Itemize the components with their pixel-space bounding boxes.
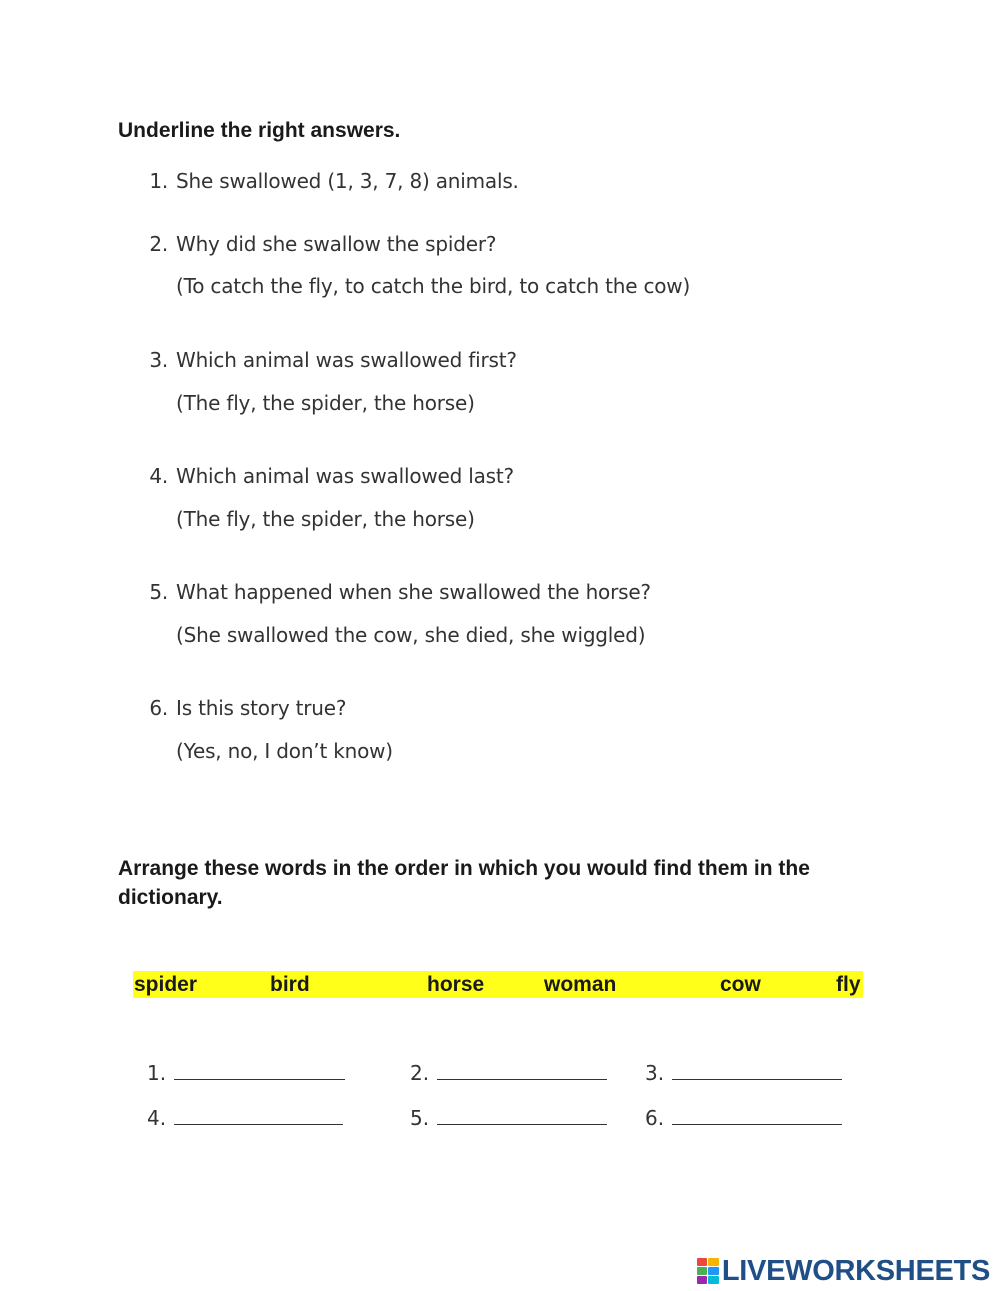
answer-blank-6 [645,1106,842,1130]
word-item: cow [720,973,761,996]
word-item: woman [544,973,617,996]
word-item: fly [836,973,861,996]
answer-line[interactable] [672,1061,842,1080]
answer-blank-5 [410,1106,607,1130]
answer-line[interactable] [437,1106,607,1125]
answer-blank-4 [147,1106,343,1130]
blank-number: 3. [645,1061,665,1085]
question-number: 2. [149,232,168,256]
answer-line[interactable] [672,1106,842,1125]
blank-number: 2. [410,1061,430,1085]
question-text: Which animal was swallowed last? [176,464,514,488]
answer-line[interactable] [174,1061,345,1080]
question-1 [142,169,519,193]
question-3 [142,348,517,372]
question-number: 4. [149,464,168,488]
question-text: She swallowed (1, 3, 7, 8) animals. [176,169,519,193]
word-item: horse [427,973,485,996]
question-text: What happened when she swallowed the horse? [176,580,651,604]
word-item: spider [134,973,198,996]
question-text: Is this story true? [176,696,347,720]
answer-blank-3 [645,1061,842,1085]
question-text: Why did she swallow the spider? [176,232,497,256]
word-bank [133,971,863,998]
question-5-options[interactable]: (She swallowed the cow, she died, she wiggled) [176,623,646,647]
question-number: 5. [149,580,168,604]
blank-number: 6. [645,1106,665,1130]
question-6-options[interactable]: (Yes, no, I don’t know) [176,739,393,763]
question-number: 6. [149,696,168,720]
answer-line[interactable] [437,1061,607,1080]
question-2-options[interactable]: (To catch the fly, to catch the bird, to catch the cow) [176,274,691,298]
question-4 [142,464,514,488]
answer-blank-1 [147,1061,345,1085]
question-number: 1. [149,169,168,193]
answer-blank-2 [410,1061,607,1085]
liveworksheets-logo [697,1256,990,1286]
blank-number: 5. [410,1106,430,1130]
question-text: Which animal was swallowed first? [176,348,517,372]
blank-number: 4. [147,1106,167,1130]
word-item: bird [270,973,310,996]
answer-line[interactable] [174,1106,343,1125]
question-2 [142,232,496,256]
logo-icon [697,1258,719,1284]
blank-number: 1. [147,1061,167,1085]
question-number: 3. [149,348,168,372]
question-5 [142,580,651,604]
section-title-arrange: Arrange these words in the order in which you would find them in the dictionary. [118,857,810,909]
logo-text: LIVEWORKSHEETS [721,1254,990,1287]
question-3-options[interactable]: (The fly, the spider, the horse) [176,391,475,415]
section-title-underline: Underline the right answers. [118,119,401,142]
question-4-options[interactable]: (The fly, the spider, the horse) [176,507,475,531]
question-6 [142,696,346,720]
